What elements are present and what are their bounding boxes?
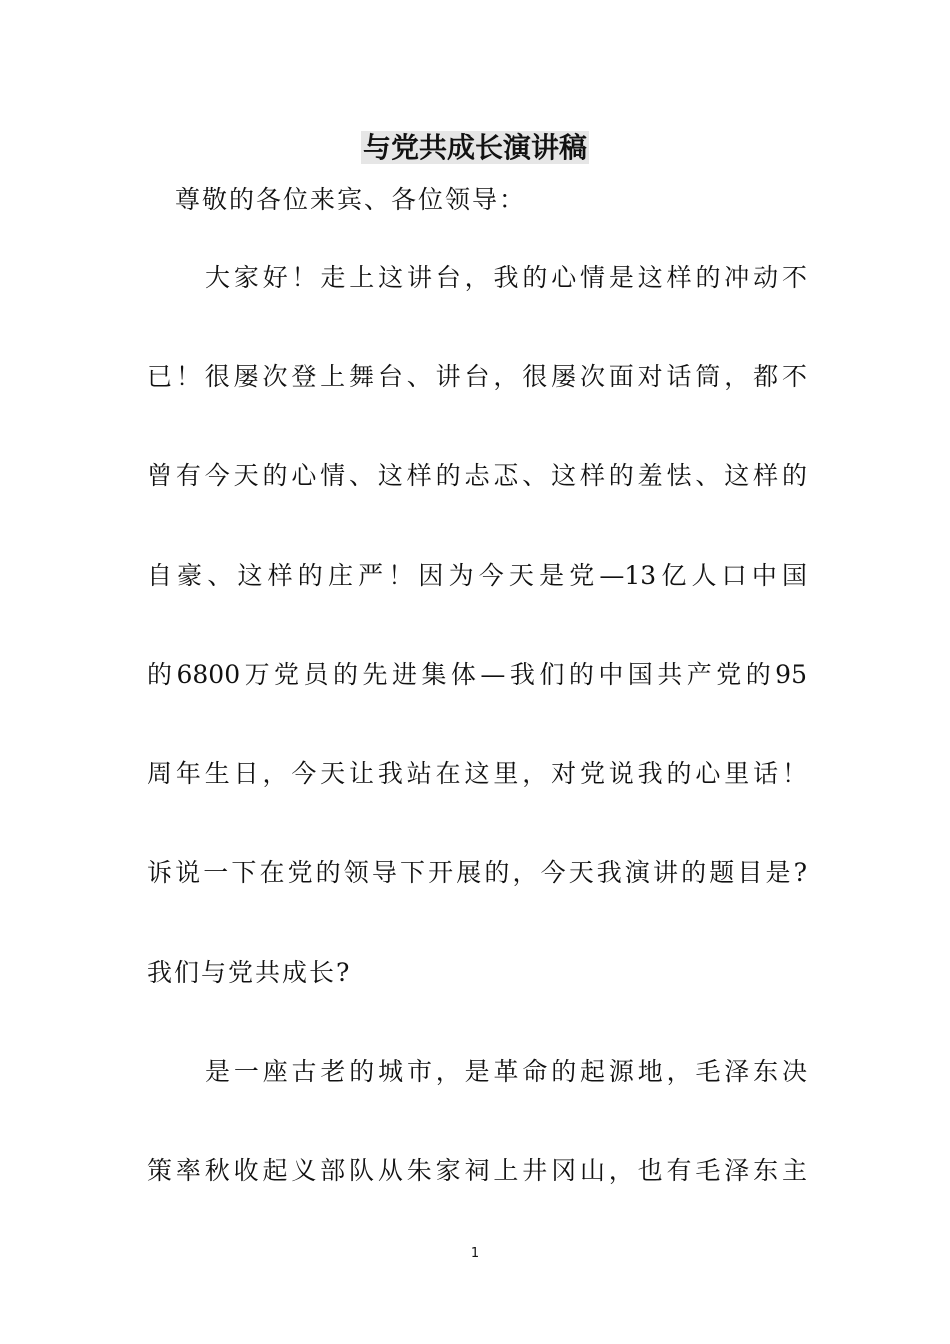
body-line-5: 的6800万党员的先进集体—我们的中国共产党的95 (147, 660, 807, 689)
body-line-7: 诉说一下在党的领导下开展的，今天我演讲的题目是? (147, 858, 807, 887)
salutation: 尊敬的各位来宾、各位领导： (175, 185, 527, 214)
page-number: 1 (470, 1246, 480, 1261)
body-line-2: 已！很屡次登上舞台、讲台，很屡次面对话筒，都不 (147, 362, 807, 391)
body-line-1: 大家好！走上这讲台，我的心情是这样的冲动不 (205, 263, 807, 292)
body-line-3: 曾有今天的心情、这样的忐忑、这样的羞怯、这样的 (147, 461, 807, 490)
body-line-8: 我们与党共成长? (147, 958, 352, 987)
document-title (0, 128, 950, 168)
title-text: 与党共成长演讲稿 (362, 131, 587, 164)
body-line-4: 自豪、这样的庄严！因为今天是党—13亿人口中国 (147, 561, 807, 590)
body-line-10: 策率秋收起义部队从朱家祠上井冈山，也有毛泽东主 (147, 1156, 807, 1185)
body-line-6: 周年生日，今天让我站在这里，对党说我的心里话！ (147, 759, 807, 788)
body-line-9: 是一座古老的城市，是革命的起源地，毛泽东决 (205, 1057, 807, 1086)
